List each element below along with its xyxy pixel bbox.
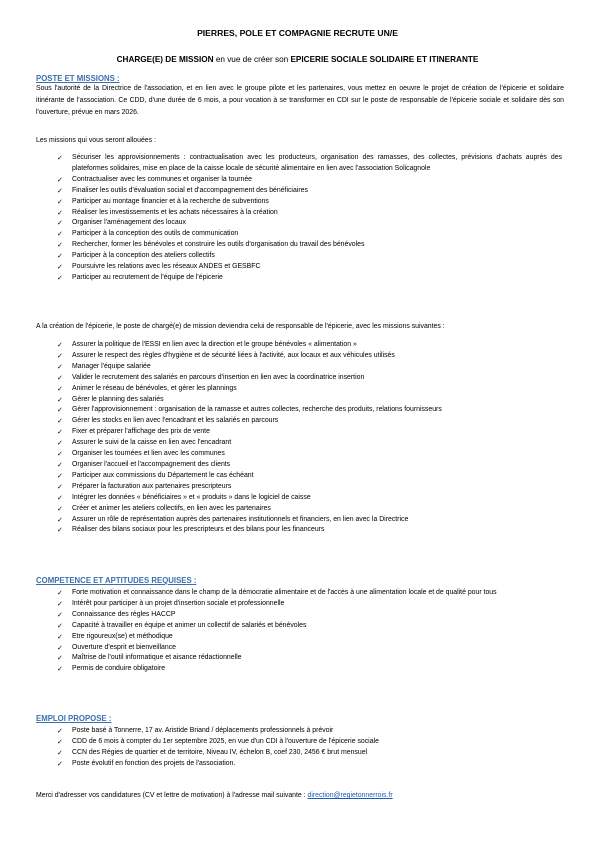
check-icon: ✓ <box>57 736 64 746</box>
check-icon: ✓ <box>57 664 64 674</box>
list-item-text: Assurer le suivi de la caisse en lien avec l'encadrant <box>72 439 232 447</box>
check-icon: ✓ <box>57 196 64 206</box>
list-item-text: Participer aux commissions du Département le cas échéant <box>72 471 254 479</box>
list-item <box>0 351 562 362</box>
skills-list <box>0 588 595 675</box>
list-item-text: Capacité à travailler en équipe et animer un collectif de salariés et bénévoles <box>72 621 307 629</box>
skills-heading: COMPETENCE ET APTITUDES REQUISES : <box>36 576 197 585</box>
job-heading: EMPLOI PROPOSE : <box>36 714 112 723</box>
list-item-text: CDD de 6 mois à compter du 1er septembre 2025, en vue d'un CDI à l'ouverture de l'épicerie sociale <box>72 737 379 745</box>
list-item <box>0 482 562 493</box>
list-item-text: Assurer un rôle de représentation auprès des partenaires institutionnels et financiers, en lien avec la Directrice <box>72 515 409 523</box>
list-item-text: Finaliser les outils d'évaluation social et d'accompagnement des bénéficiaires <box>72 186 308 194</box>
list-item <box>0 153 562 175</box>
check-icon: ✓ <box>57 272 64 282</box>
check-icon: ✓ <box>57 492 64 502</box>
check-icon: ✓ <box>57 449 64 459</box>
check-icon: ✓ <box>57 394 64 404</box>
list-item <box>0 632 562 643</box>
check-icon: ✓ <box>57 405 64 415</box>
list-item-text: Créer et animer les ateliers collectifs, en lien avec les partenaires <box>72 504 271 512</box>
check-icon: ✓ <box>57 218 64 228</box>
check-icon: ✓ <box>57 459 64 469</box>
closing-text: Merci d'adresser vos candidatures (CV et lettre de motivation) à l'adresse mail suivante : <box>36 792 308 799</box>
list-item-text: Assurer le respect des règles d'hygiène et de sécurité liées à l'activité, aux locaux et aux véhicules utilisés <box>72 351 395 359</box>
list-item <box>0 384 562 395</box>
check-icon: ✓ <box>57 620 64 630</box>
check-icon: ✓ <box>57 361 64 371</box>
check-icon: ✓ <box>57 207 64 217</box>
list-item-text: Préparer la facturation aux partenaires prescripteurs <box>72 482 232 490</box>
check-icon: ✓ <box>57 726 64 735</box>
check-icon: ✓ <box>57 262 64 272</box>
email-link[interactable]: direction@regietonnerrois.fr <box>307 792 393 799</box>
list-item <box>0 471 562 482</box>
list-item-text: CCN des Régies de quartier et de territoire, Niveau IV, échelon B, coef 230, 2456 € brut mensuel <box>72 748 368 756</box>
list-item-text: Participer à la conception des outils de communication <box>72 230 239 238</box>
list-item-text: Organiser les tournées et lien avec les communes <box>72 450 225 458</box>
missions-heading: POSTE ET MISSIONS : <box>36 74 120 83</box>
check-icon: ✓ <box>57 251 64 261</box>
list-item-text: Poste évolutif en fonction des projets de l'association. <box>72 759 236 767</box>
check-icon: ✓ <box>57 153 64 162</box>
check-icon: ✓ <box>57 383 64 393</box>
list-item <box>0 186 562 197</box>
list-item <box>0 197 562 208</box>
check-icon: ✓ <box>57 174 64 184</box>
list-item-text: Participer au montage financier et à la recherche de subventions <box>72 197 269 205</box>
list-item-text: Gérer l'approvisionnement : organisation de la ramasse et autres collectes, recherche des produits, relations fournisseurs <box>72 406 442 414</box>
check-icon: ✓ <box>57 438 64 448</box>
check-icon: ✓ <box>57 350 64 360</box>
check-icon: ✓ <box>57 609 64 619</box>
check-icon: ✓ <box>57 229 64 239</box>
list-item <box>0 460 562 471</box>
list-item <box>0 610 562 621</box>
list-item <box>0 427 562 438</box>
list-item-text: Gérer le planning des salariés <box>72 395 164 403</box>
list-item-text: Valider le recrutement des salariés en parcours d'insertion en lien avec la coordinatrice insertion <box>72 373 365 381</box>
check-icon: ✓ <box>57 653 64 663</box>
creation-lead: A la création de l'épicerie, le poste de chargé(e) de mission deviendra celui de responsable de l'épicerie, avec les missions suivantes : <box>36 323 445 330</box>
list-item-text: Rechercher, former les bénévoles et construire les outils d'organisation du travail des bénévoles <box>72 241 365 249</box>
list-item-text: Réaliser des bilans sociaux pour les prescripteurs et des bilans pour les financeurs <box>72 526 325 534</box>
list-item <box>0 438 562 449</box>
list-item <box>0 525 562 536</box>
check-icon: ✓ <box>57 758 64 768</box>
list-item-text: Etre rigoureux(se) et méthodique <box>72 632 173 640</box>
list-item-text: Réaliser les investissements et les achats nécessaires à la création <box>72 208 278 216</box>
list-item-text: Gérer les stocks en lien avec l'encadrant et les salariés en parcours <box>72 417 279 425</box>
check-icon: ✓ <box>57 642 64 652</box>
creation-missions-list <box>0 340 595 536</box>
list-item <box>0 340 562 351</box>
list-item <box>0 664 562 675</box>
check-icon: ✓ <box>57 240 64 250</box>
check-icon: ✓ <box>57 416 64 426</box>
list-item <box>0 493 562 504</box>
list-item <box>0 748 562 759</box>
list-item-text: Intérêt pour participer à un projet d'insertion sociale et professionnelle <box>72 599 285 607</box>
list-item <box>0 240 562 251</box>
list-item <box>0 175 562 186</box>
list-item-text: Participer à la conception des ateliers collectifs <box>72 252 215 260</box>
subtitle-part-1: CHARGE(E) DE MISSION <box>116 55 214 64</box>
list-item <box>0 449 562 460</box>
list-item-text: Poste basé à Tonnerre, 17 av. Aristide Briand / déplacements professionnels à prévoir <box>72 727 334 734</box>
list-item-text: Intégrer les données « bénéficiaires » et « produits » dans le logiciel de caisse <box>72 493 311 501</box>
check-icon: ✓ <box>57 185 64 195</box>
closing-line <box>36 792 393 799</box>
check-icon: ✓ <box>57 340 64 349</box>
list-item <box>0 588 562 599</box>
check-icon: ✓ <box>57 503 64 513</box>
check-icon: ✓ <box>57 481 64 491</box>
list-item-text: Maîtrise de l'outil informatique et aisance rédactionnelle <box>72 654 242 662</box>
missions-lead: Les missions qui vous seront allouées : <box>36 137 156 144</box>
list-item-text: Forte motivation et connaissance dans le champ de la démocratie alimentaire et de l'accès à une alimentation locale et de qualité pour tous <box>72 589 497 596</box>
page-title: PIERRES, POLE ET COMPAGNIE RECRUTE UN/E <box>197 28 398 38</box>
list-item-text: Animer le réseau de bénévoles, et gérer les plannings <box>72 384 237 392</box>
check-icon: ✓ <box>57 525 64 535</box>
list-item-text: Connaissance des règles HACCP <box>72 610 176 618</box>
list-item <box>0 737 562 748</box>
list-item-text: Participer au recrutement de l'équipe de l'épicerie <box>72 273 223 281</box>
subtitle-part-2: en vue de créer son <box>213 55 291 64</box>
list-item <box>0 229 562 240</box>
list-item <box>0 405 562 416</box>
page-subtitle <box>0 55 595 64</box>
list-item-text: Organiser l'accueil et l'accompagnement des clients <box>72 460 231 468</box>
list-item-text: Organiser l'aménagement des locaux <box>72 219 186 227</box>
list-item-text: Ouverture d'esprit et bienveillance <box>72 643 176 651</box>
check-icon: ✓ <box>57 372 64 382</box>
list-item-text: Manager l'équipe salariée <box>72 362 151 370</box>
list-item-text: Sécuriser les approvisionnements : contractualisation avec les producteurs, organisation des ramasses, des collectes, prévisions d'achats auprès des plateformes solidaires, mise en place de la caisse locale de sécurité alimentaire en lien avec l'association Solicagnole <box>72 154 562 172</box>
list-item <box>0 373 562 384</box>
check-icon: ✓ <box>57 747 64 757</box>
list-item <box>0 395 562 406</box>
list-item <box>0 599 562 610</box>
list-item <box>0 759 562 770</box>
list-item <box>0 251 562 262</box>
check-icon: ✓ <box>57 598 64 608</box>
intro-paragraph: Sous l'autorité de la Directrice de l'association, et en lien avec le groupe pilote et les partenaires, vous mettez en oeuvre le projet de création de l'épicerie et solidaire itinérante de l'association. Ce CDD, d'une durée de 6 mois, a pour vocation à se transformer en CDI sur le poste de responsable de l'épicerie sociale et solidaire dès son l'ouverture, prévue en mars 2026. <box>36 85 564 116</box>
list-item-text: Permis de conduire obligatoire <box>72 665 166 673</box>
list-item <box>0 621 562 632</box>
list-item-text: Contractualiser avec les communes et organiser la tournée <box>72 175 253 183</box>
list-item <box>0 416 562 427</box>
check-icon: ✓ <box>57 588 64 597</box>
list-item <box>0 262 562 273</box>
missions-list <box>0 153 595 284</box>
list-item-text: Poursuivre les relations avec les réseaux ANDES et GESBFC <box>72 263 261 271</box>
list-item <box>0 726 562 737</box>
check-icon: ✓ <box>57 631 64 641</box>
subtitle-part-3: EPICERIE SOCIALE SOLIDAIRE ET ITINERANTE <box>290 55 479 64</box>
list-item <box>0 504 562 515</box>
list-item <box>0 643 562 654</box>
list-item-text: Assurer la politique de l'ESSI en lien avec la direction et le groupe bénévoles « alimentation » <box>72 341 357 348</box>
check-icon: ✓ <box>57 427 64 437</box>
list-item-text: Fixer et préparer l'affichage des prix de vente <box>72 428 210 436</box>
list-item <box>0 653 562 664</box>
list-item <box>0 273 562 284</box>
job-list <box>0 726 595 770</box>
list-item <box>0 515 562 526</box>
check-icon: ✓ <box>57 470 64 480</box>
list-item <box>0 208 562 219</box>
list-item <box>0 218 562 229</box>
check-icon: ✓ <box>57 514 64 524</box>
list-item <box>0 362 562 373</box>
